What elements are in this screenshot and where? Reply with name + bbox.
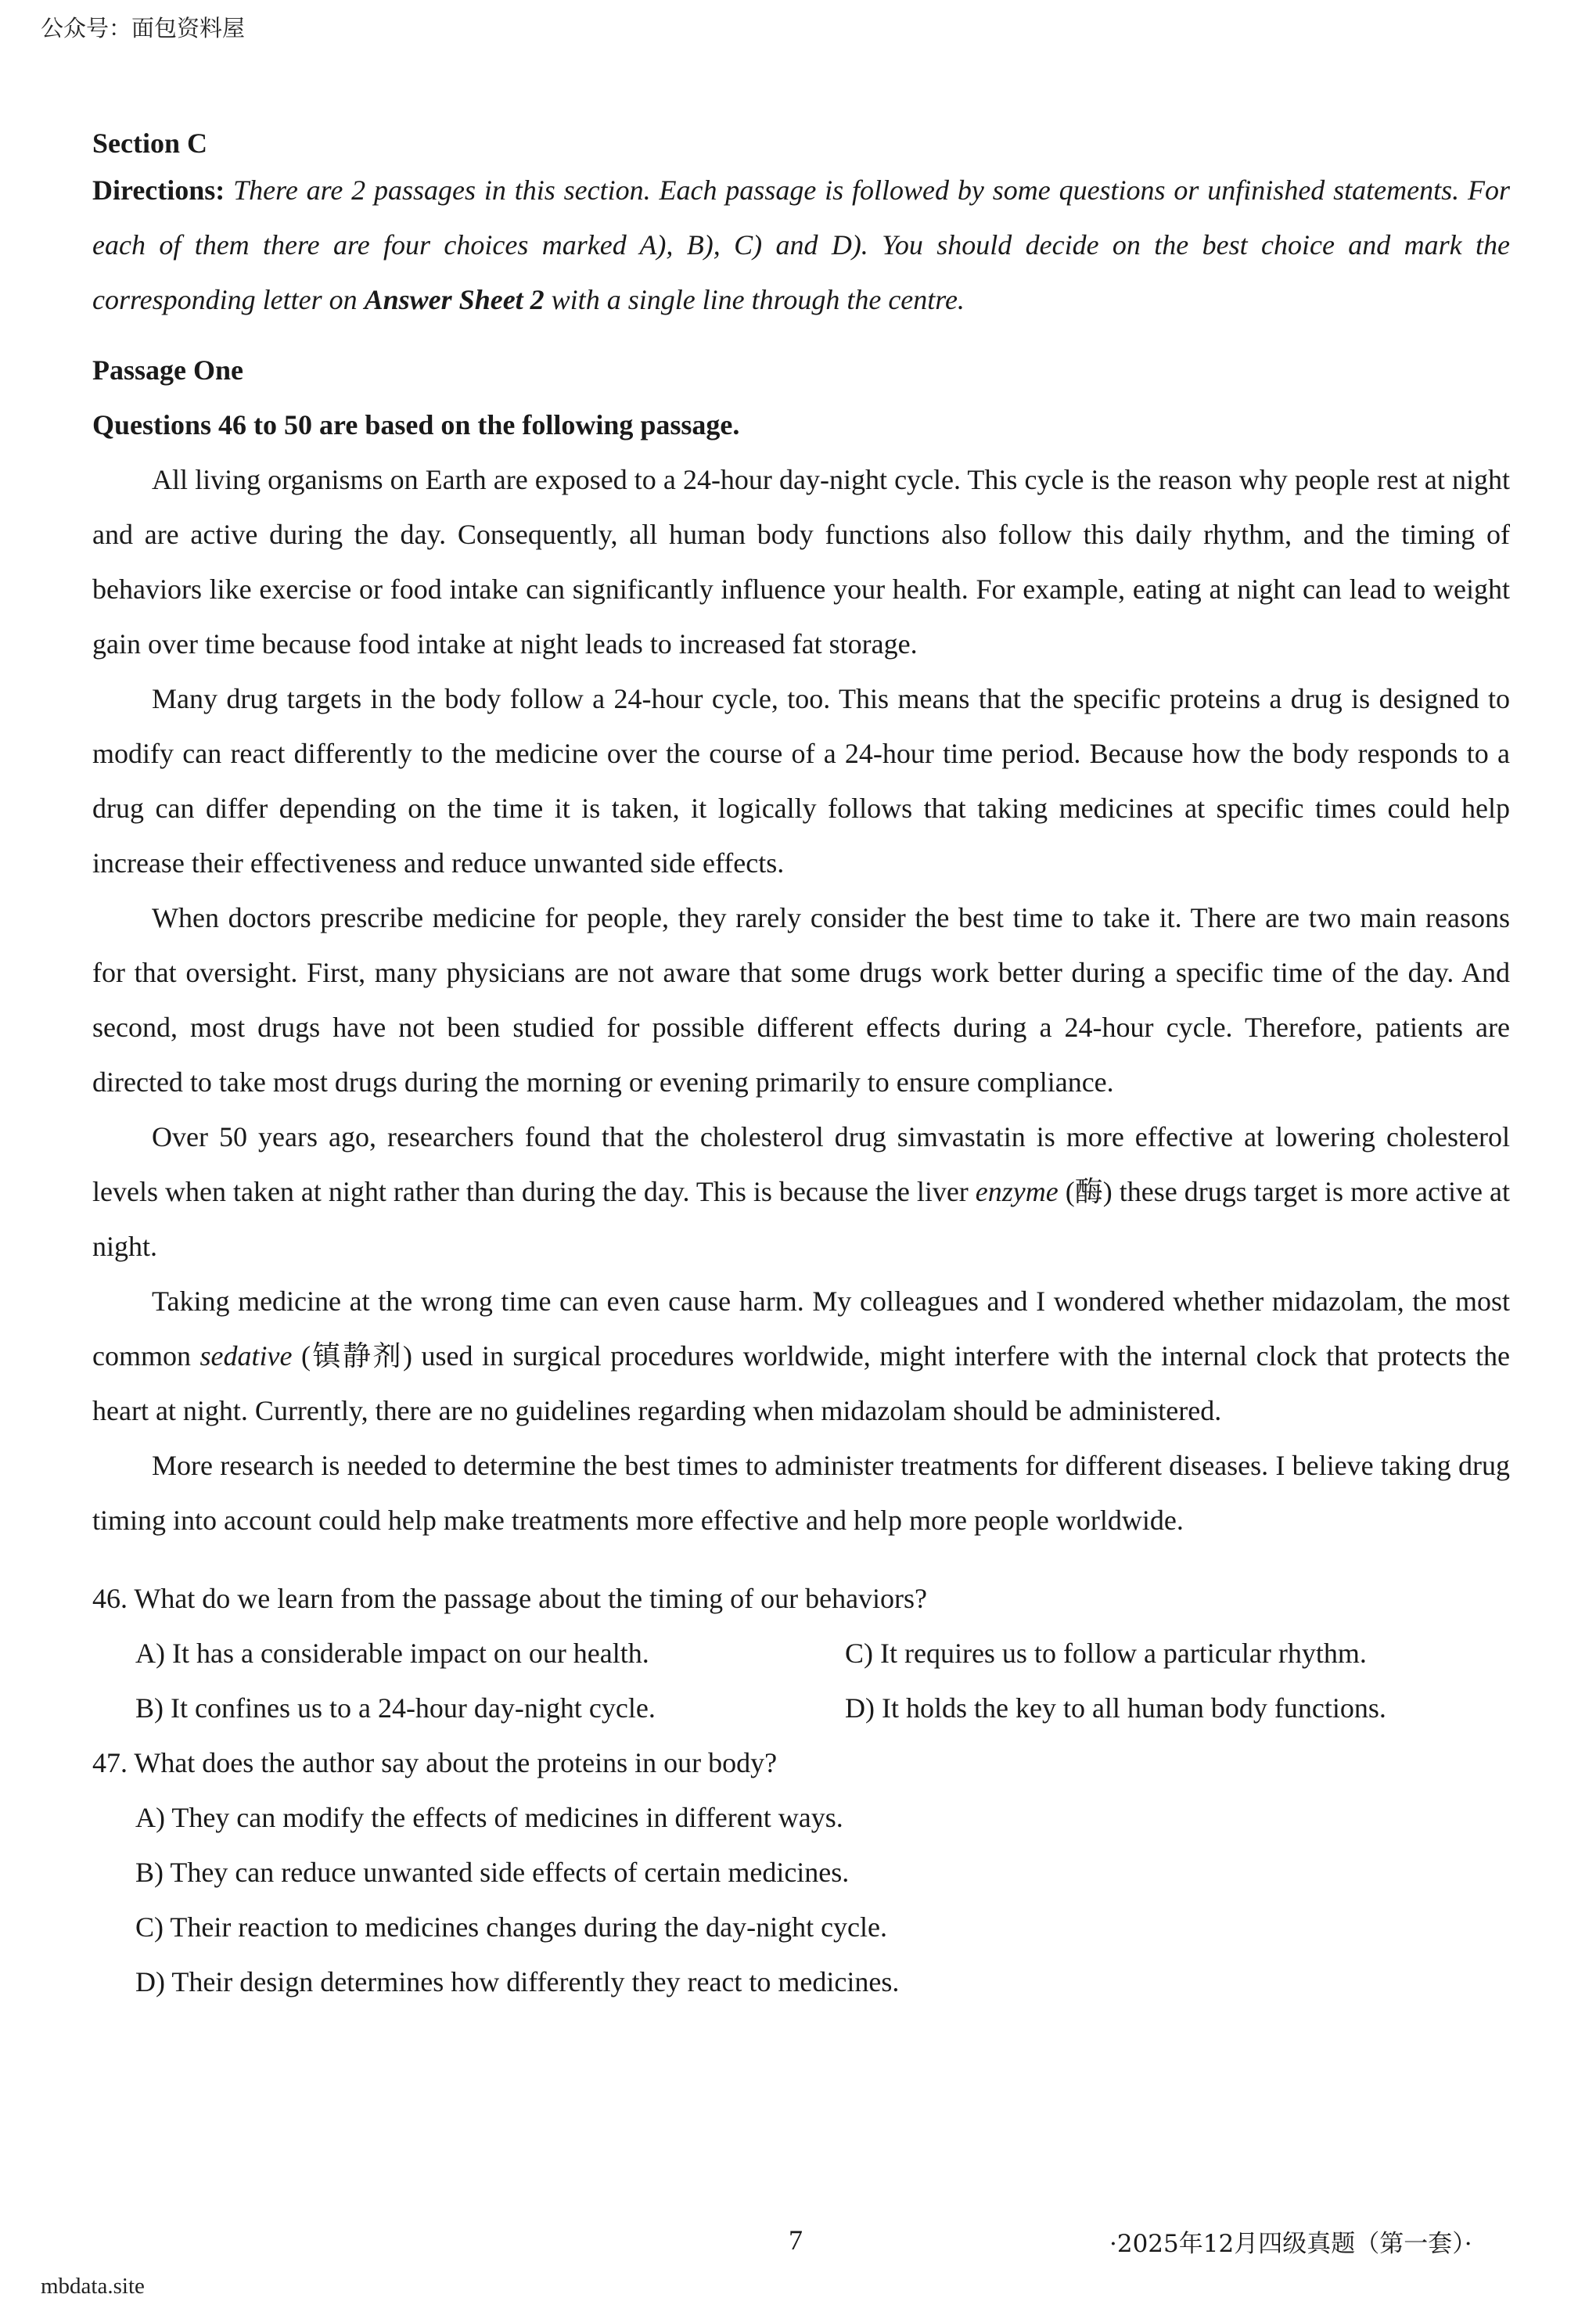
paragraph-3: When doctors prescribe medicine for people, they rarely consider the best time to take it. There are two main reasons for that oversight. First, many physicians are not aware that some drugs work better during a specific time of the day. And second, most drugs have not been studied for possible different effects during a 24-hour cycle. Therefore, patients are directed to take most drugs during the morning or evening primarily to ensure compliance. bbox=[92, 902, 1510, 1098]
paragraph-5-part-2: (镇静剂) used in surgical procedures worldwide, might interfere with the internal clock that protects the heart at night. Currently, there are no guidelines regarding when midazolam should be administered. bbox=[92, 1340, 1511, 1426]
passage-title: Passage One bbox=[92, 354, 243, 386]
directions-label: Directions: bbox=[92, 174, 225, 206]
page-content bbox=[92, 124, 1510, 2009]
enzyme-term: enzyme bbox=[975, 1176, 1059, 1207]
passage-subtitle: Questions 46 to 50 are based on the following passage. bbox=[92, 409, 740, 440]
directions bbox=[92, 163, 1510, 327]
exam-label: ·2025年12月四级真题（第一套）· bbox=[1109, 2230, 1472, 2258]
sedative-term: sedative bbox=[200, 1340, 293, 1372]
header-watermark: 公众号：面包资料屋 bbox=[41, 15, 246, 41]
question-46-stem: 46. What do we learn from the passage about the timing of our behaviors? bbox=[92, 1583, 928, 1614]
directions-text-2: with a single line through the centre. bbox=[544, 284, 965, 315]
paragraph-4 bbox=[92, 1109, 1510, 1274]
paragraph-4-part-2: (酶) these drugs target is more active at night. bbox=[92, 1176, 1510, 1262]
question-47-option-b: B) They can reduce unwanted side effects of certain medicines. bbox=[135, 1857, 850, 1888]
directions-answer-sheet: Answer Sheet 2 bbox=[364, 284, 545, 315]
question-46-option-c: C) It requires us to follow a particular rhythm. bbox=[845, 1638, 1367, 1669]
paragraph-4-part-1: Over 50 years ago, researchers found that the cholesterol drug simvastatin is more effective at lowering cholesterol levels when taken at night rather than during the day. This is because the liver bbox=[92, 1121, 1510, 1207]
paragraph-5-part-1: Taking medicine at the wrong time can even cause harm. My colleagues and I wondered whether midazolam, the most common bbox=[92, 1285, 1510, 1372]
question-46-option-b: B) It confines us to a 24-hour day-night cycle. bbox=[135, 1692, 656, 1724]
question-47-options bbox=[92, 1790, 1510, 2009]
question-46-option-d: D) It holds the key to all human body functions. bbox=[845, 1692, 1386, 1724]
directions-text-1: There are 2 passages in this section. Each passage is followed by some questions or unfinished statements. For each of them there are four choices marked A), B), C) and D). You should decide on the best choice and mark the corresponding letter on bbox=[92, 174, 1510, 315]
question-46-option-a: A) It has a considerable impact on our health. bbox=[135, 1638, 649, 1669]
section-title: Section C bbox=[92, 128, 207, 159]
question-47-option-d: D) Their design determines how differently they react to medicines. bbox=[135, 1966, 900, 1997]
question-46-options bbox=[92, 1626, 1510, 1735]
questions bbox=[92, 1571, 1510, 2009]
paragraph-5 bbox=[92, 1274, 1510, 1438]
paragraph-6: More research is needed to determine the best times to administer treatments for different diseases. I believe taking drug timing into account could help make treatments more effective and help more people worldwide. bbox=[92, 1450, 1510, 1536]
question-47-stem: 47. What does the author say about the proteins in our body? bbox=[92, 1747, 778, 1778]
question-47-option-c: C) Their reaction to medicines changes during the day-night cycle. bbox=[135, 1911, 888, 1943]
footer-watermark: mbdata.site bbox=[41, 2274, 145, 2299]
paragraph-2: Many drug targets in the body follow a 24-hour cycle, too. This means that the specific proteins a drug is designed to modify can react differently to the medicine over the course of a 24-hour time period. Because how the body responds to a drug can differ depending on the time it is taken, it logically follows that taking medicines at specific times could help increase their effectiveness and reduce unwanted side effects. bbox=[92, 683, 1510, 879]
paragraph-1: All living organisms on Earth are exposed to a 24-hour day-night cycle. This cycle is the reason why people rest at night and are active during the day. Consequently, all human body functions also follow this daily rhythm, and the timing of behaviors like exercise or food intake can significantly influence your health. For example, eating at night can lead to weight gain over time because food intake at night leads to increased fat storage. bbox=[92, 464, 1510, 660]
page-number: 7 bbox=[789, 2224, 803, 2256]
question-47-option-a: A) They can modify the effects of medicines in different ways. bbox=[135, 1802, 843, 1833]
